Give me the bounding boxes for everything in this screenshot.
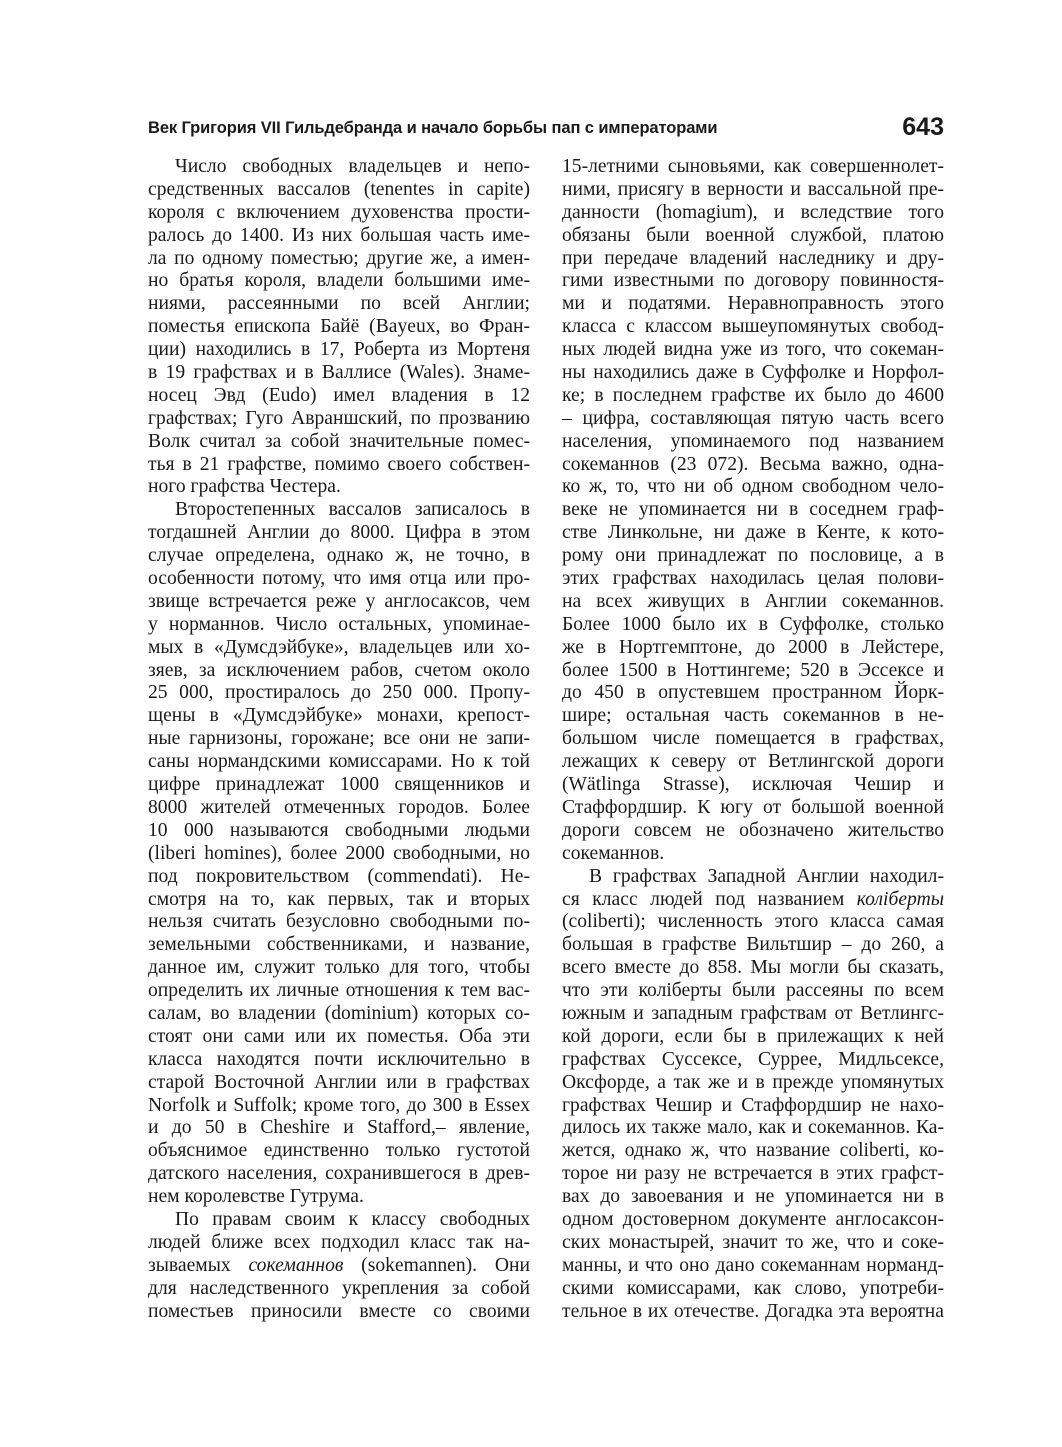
text-line: у норманнов. Число остальных, упоминае- [148, 613, 530, 635]
text-line: но братья короля, владели большими име- [148, 270, 530, 292]
text-line: людей ближе всех подходил класс так на- [148, 1231, 530, 1253]
text-line: для наследственного укрепления за собой [148, 1277, 530, 1299]
text-line: одном достоверном документе англосаксон- [562, 1208, 944, 1230]
text-line: большая в графстве Вильтшир – до 260, а [562, 934, 944, 956]
text-line: (liberi homines), более 2000 свободными, но [148, 842, 530, 864]
text-line: мых в «Думсдэйбуке», владельцев или хо- [148, 636, 530, 658]
text-line: ко ж, то, что ни об одном свободном чело- [562, 476, 944, 498]
text-line: – цифра, составляющая пятую часть всего [562, 407, 944, 429]
italic-term: коліберты [856, 888, 944, 910]
text-line: лежащих к северу от Ветлингской дороги [562, 751, 944, 773]
text-line: южным и западным графствам от Ветлингс- [562, 1002, 944, 1024]
running-title: Век Григория VII Гильдебранда и начало борьбы пап с императорами [148, 119, 718, 137]
page-number: 643 [902, 113, 944, 141]
text-line: вах до завоевания и не упоминается ни в [562, 1186, 944, 1208]
text-line: скими комиссарами, как слово, употреби- [562, 1277, 944, 1299]
text-line: ного графства Честера. [148, 476, 341, 498]
italic-term: сокеманнов [248, 1254, 344, 1276]
text-line: в 19 графствах и в Валлисе (Wales). Знаме- [148, 362, 530, 384]
text-line: звище встречается реже у англосаксов, чем [148, 590, 530, 612]
text-line: веке не упоминается ни в соседнем граф- [562, 499, 944, 521]
text-line: при передаче владений наследнику и дру- [562, 247, 944, 269]
text-line: ралось до 1400. Из них большая часть име- [148, 224, 530, 246]
text-line: ниями, рассеянными по всей Англии; [148, 293, 530, 315]
text-line: графствах; Гуго Авраншский, по прозванию [148, 407, 530, 429]
text-line: зяев, за исключением рабов, счетом около [148, 659, 530, 681]
text-line: 15-летними сыновьями, как совершеннолет- [562, 156, 944, 177]
text-line: Оксфорде, а так же и в прежде упомянутых [562, 1071, 944, 1093]
text-line: Второстепенных вассалов записалось в [175, 499, 530, 521]
text-line: 10 000 называются свободными людьми [148, 819, 530, 841]
text-line: класса находятся почти исключительно в [148, 1048, 530, 1070]
text-line: щены в «Думсдэйбуке» монахи, крепост- [148, 705, 530, 727]
text-line: сокеманнов. [562, 842, 665, 864]
text-line: графствах Суссексе, Суррее, Мидльсексе, [562, 1048, 944, 1070]
text-line: Волк считал за собой значительные помес- [148, 430, 530, 452]
text-line: смотря на то, как первых, так и вторых [148, 888, 530, 910]
text-line: этих графствах находилась целая полови- [562, 568, 944, 590]
text-line: до 450 в опустевшем пространном Йорк- [562, 682, 944, 704]
text-line: ла по одному поместью; другие же, а имен- [148, 247, 530, 269]
text-line: старой Восточной Англии или в графствах [148, 1071, 530, 1093]
text-line: нельзя считать безусловно свободными по- [148, 911, 530, 933]
text-line: жется, однако ж, что название coliberti, ко- [562, 1140, 944, 1162]
text-line: Norfolk и Suffolk; кроме того, до 300 в Essex [148, 1094, 530, 1116]
text-line: Более 1000 было их в Суффолке, столько [562, 613, 944, 635]
text-line: стоят они сами или их поместья. Оба эти [148, 1025, 530, 1047]
text-line: шире; остальная часть сокеманнов в не- [562, 705, 944, 727]
text-line: ми и податями. Неравноправность этого [562, 293, 944, 315]
text-line: Число свободных владельцев и непо- [175, 156, 530, 177]
text-line: более 1500 в Ноттингеме; 520 в Эссексе и [562, 659, 944, 681]
text-line: датского населения, сохранившегося в древ- [148, 1163, 530, 1185]
text-line: всего вместе до 858. Мы могли бы сказать, [562, 957, 944, 979]
text-line: определить их личные отношения к тем вас- [148, 980, 530, 1002]
text-line: саны нормандскими комиссарами. Но к той [148, 751, 530, 773]
text-line: Стаффордшир. К югу от большой военной [562, 796, 944, 818]
text-line: данности (homagium), и вследствие того [562, 201, 944, 223]
text-line: обязаны были военной службой, платою [562, 224, 944, 246]
text-line: ских монастырей, значит то же, что и соке- [562, 1231, 944, 1253]
text-line: По правам своим к классу свободных [175, 1208, 530, 1230]
text-line: поместьев приносили вместе со своими [148, 1300, 530, 1322]
text-line: ные гарнизоны, горожане; все они не запи- [148, 728, 530, 750]
text-line: объяснимое единственно только густотой [148, 1140, 530, 1162]
text-line: населения, упоминаемого под названием [562, 430, 944, 452]
text-line: тогдашней Англии до 8000. Цифра в этом [148, 522, 530, 544]
text-line: поместья епископа Байё (Bayeux, во Фран- [148, 316, 530, 338]
text-line: нем королевстве Гутрума. [148, 1186, 364, 1208]
text-line: ними, присягу в верности и вассальной пре- [562, 178, 944, 200]
text-line: (coliberti); численность этого класса самая [562, 911, 944, 933]
text-line: и до 50 в Cheshire и Stafford,– явление, [148, 1117, 530, 1139]
text-line: дороги совсем не обозначено жительство [562, 819, 944, 841]
text-line: ных людей видна уже из того, что сокеман- [562, 339, 944, 361]
text-line: стве Линкольне, ни даже в Кенте, к кото- [562, 522, 944, 544]
text-line: что эти коліберты были рассеяны по всем [562, 980, 944, 1002]
text-line: гими известными по договору повинностя- [562, 270, 944, 292]
text-line: салам, во владении (dominium) которых со- [148, 1002, 530, 1024]
text-line: 8000 жителей отмеченных городов. Более [148, 796, 530, 818]
text-line: цифре принадлежат 1000 священников и [148, 774, 530, 796]
text-line: 25 000, простиралось до 250 000. Пропу- [148, 682, 530, 704]
text-line: данное им, служит только для того, чтобы [148, 957, 530, 979]
text-line: дилось их также мало, как и сокеманнов. Ка- [562, 1117, 944, 1139]
text-line: большом числе помещается в графствах, [562, 728, 944, 750]
text-line: же в Нортгемптоне, до 2000 в Лейстере, [562, 636, 944, 658]
text-line: под покровительством (commendati). Не- [148, 865, 530, 887]
text-line: случае определена, однако ж, не точно, в [148, 545, 530, 567]
text-line: тельное в их отечестве. Догадка эта вероятна [562, 1300, 944, 1322]
text-line: особенности потому, что имя отца или про- [148, 568, 530, 590]
text-line: (Wätlinga Strasse), исключая Чешир и [562, 774, 944, 796]
text-line: земельными собственниками, и название, [148, 934, 530, 956]
text-line: рому они принадлежат по пословице, а в [562, 545, 944, 567]
text-line: В графствах Западной Англии находил- [589, 865, 944, 887]
text-line: средственных вассалов (tenentes in capite) [148, 178, 530, 200]
text-line: тья в 21 графстве, помимо своего собствен- [148, 453, 530, 475]
text-line: зываемых сокеманнов (sokemannen). Они [148, 1254, 530, 1276]
text-line: носец Эвд (Eudo) имел владения в 12 [148, 384, 530, 406]
text-line: на всех живущих в Англии сокеманнов. [562, 590, 944, 612]
text-line: ны находились даже в Суффолке и Норфол- [562, 362, 944, 384]
text-line: графствах Чешир и Стаффордшир не нахо- [562, 1094, 944, 1116]
text-line: короля с включением духовенства прости- [148, 201, 530, 223]
text-line: торое ни разу не встречается в этих графст- [562, 1163, 944, 1185]
text-line: ся класс людей под названием коліберты [562, 888, 944, 910]
text-line: кой дороги, если бы в прилежащих к ней [562, 1025, 944, 1047]
text-line: манны, и что оно дано сокеманнам норманд- [562, 1254, 944, 1276]
text-line: ке; в последнем графстве их было до 4600 [562, 384, 944, 406]
text-line: класса с классом вышеупомянутых свобод- [562, 316, 944, 338]
left-text-column [148, 156, 530, 1323]
text-line: ции) находились в 17, Роберта из Мортеня [148, 339, 530, 361]
text-line: сокеманнов (23 072). Весьма важно, одна- [562, 453, 944, 475]
right-text-column [562, 156, 944, 1323]
running-header [148, 113, 944, 147]
